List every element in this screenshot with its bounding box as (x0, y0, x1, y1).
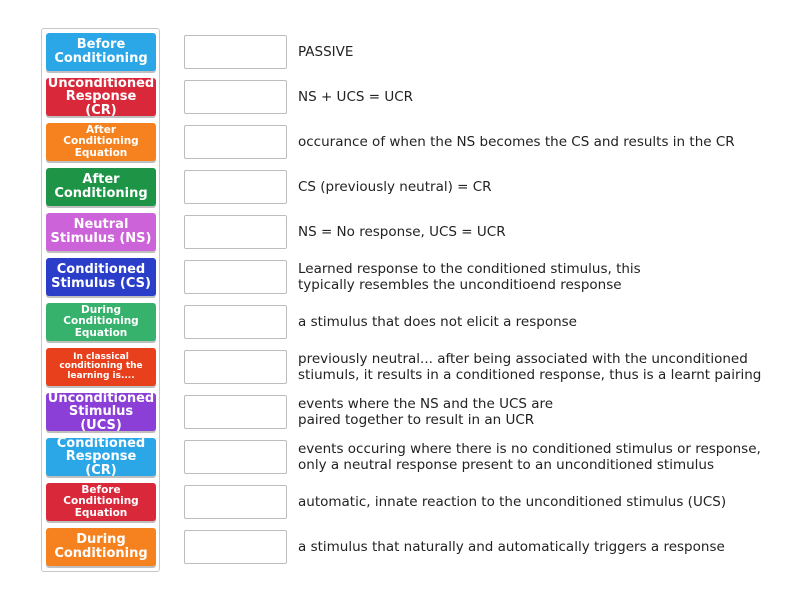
description-5: NS = No response, UCS = UCR (298, 223, 506, 240)
description-3: occurance of when the NS becomes the CS and results in the CR (298, 133, 735, 150)
tile-learning-is[interactable]: In classical conditioning the learning is.... (46, 348, 156, 386)
tile-during-conditioning-equation[interactable]: During Conditioning Equation (46, 303, 156, 341)
drop-slot-6[interactable] (184, 260, 287, 294)
drop-slot-10[interactable] (184, 440, 287, 474)
drop-slot-1[interactable] (184, 35, 287, 69)
drop-slot-7[interactable] (184, 305, 287, 339)
description-6: Learned response to the conditioned stimulus, this typically resembles the unconditioend response (298, 260, 641, 293)
description-8: previously neutral... after being associated with the unconditioned stiumuls, it results in a conditioned response, thus is a learnt pairing (298, 350, 762, 383)
tile-before-conditioning[interactable]: Before Conditioning (46, 33, 156, 71)
drop-slot-4[interactable] (184, 170, 287, 204)
drop-slot-8[interactable] (184, 350, 287, 384)
description-4: CS (previously neutral) = CR (298, 178, 492, 195)
tile-before-conditioning-equation[interactable]: Before Conditioning Equation (46, 483, 156, 521)
description-7: a stimulus that does not elicit a response (298, 313, 577, 330)
drop-slot-2[interactable] (184, 80, 287, 114)
tile-conditioned-stimulus[interactable]: Conditioned Stimulus (CS) (46, 258, 156, 296)
description-1: PASSIVE (298, 43, 354, 60)
drop-slot-3[interactable] (184, 125, 287, 159)
description-11: automatic, innate reaction to the unconditioned stimulus (UCS) (298, 493, 727, 510)
drop-slot-9[interactable] (184, 395, 287, 429)
description-9: events where the NS and the UCS are paired together to result in an UCR (298, 395, 554, 428)
tile-neutral-stimulus[interactable]: Neutral Stimulus (NS) (46, 213, 156, 251)
drop-slot-11[interactable] (184, 485, 287, 519)
tile-during-conditioning[interactable]: During Conditioning (46, 528, 156, 566)
drop-slot-12[interactable] (184, 530, 287, 564)
tile-unconditioned-response[interactable]: Unconditioned Response (CR) (47, 75, 155, 118)
tile-after-conditioning-equation[interactable]: After Conditioning Equation (46, 123, 156, 161)
description-2: NS + UCS = UCR (298, 88, 414, 105)
drop-slot-5[interactable] (184, 215, 287, 249)
tile-after-conditioning[interactable]: After Conditioning (46, 168, 156, 206)
description-10: events occuring where there is no conditioned stimulus or response, only a neutral response present to an unconditioned stimulus (298, 440, 761, 473)
tile-unconditioned-stimulus[interactable]: Unconditioned Stimulus (UCS) (47, 390, 155, 433)
tile-conditioned-response[interactable]: Conditioned Response (CR) (46, 438, 156, 476)
description-12: a stimulus that naturally and automatically triggers a response (298, 538, 725, 555)
